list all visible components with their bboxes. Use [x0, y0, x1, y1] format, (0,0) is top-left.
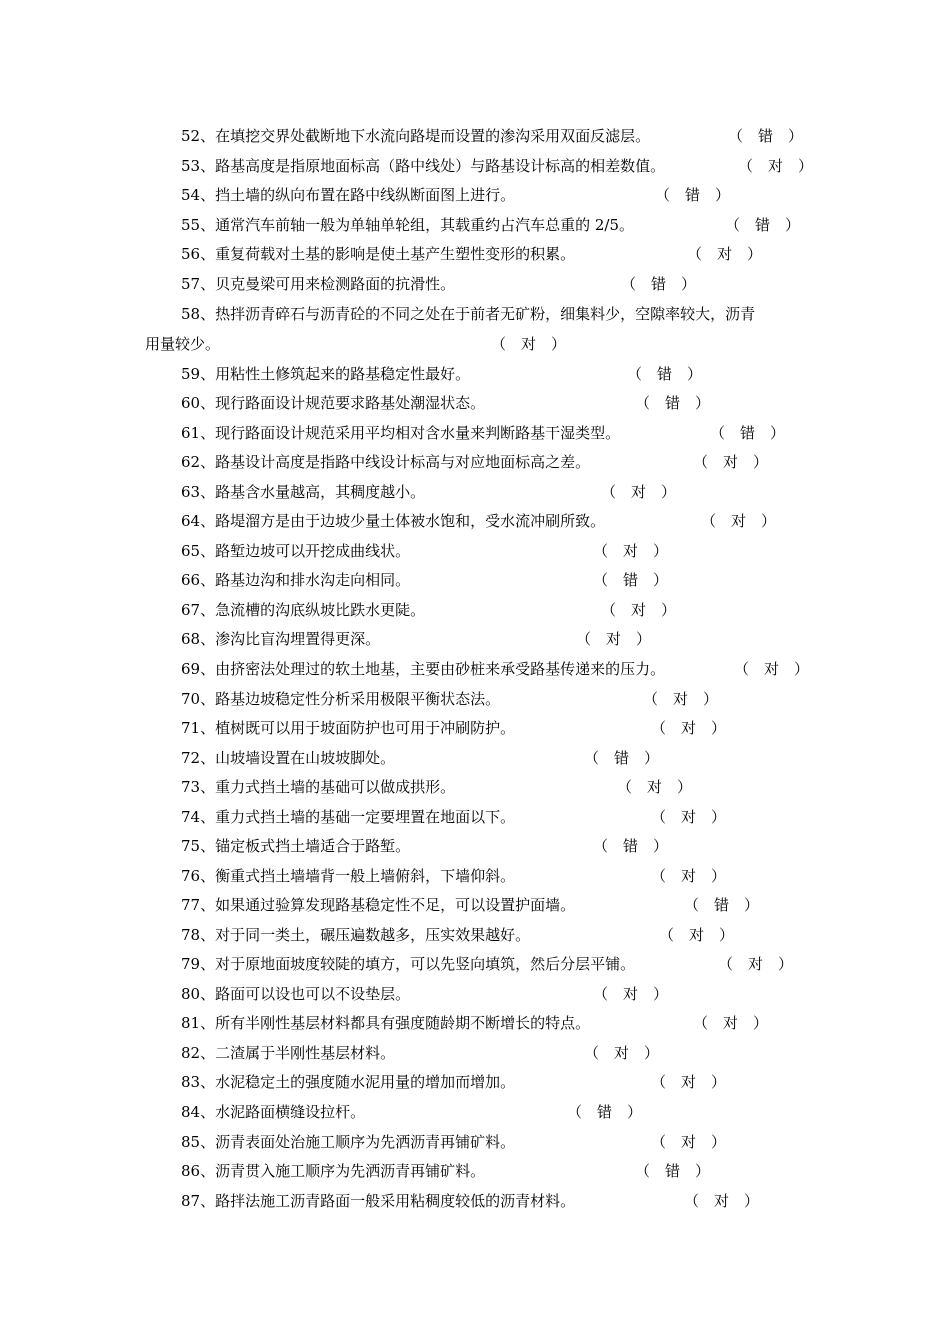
answer: （ 对 ）	[593, 542, 669, 560]
question-56	[181, 244, 763, 264]
answer: （ 对 ）	[693, 453, 769, 471]
question-52	[181, 126, 804, 146]
question-text: 79、对于原地面坡度较陡的填方，可以先竖向填筑，然后分层平铺。	[181, 955, 636, 973]
answer: （ 错 ）	[635, 394, 711, 412]
question-86	[181, 1161, 711, 1181]
question-text: 54、挡土墙的纵向布置在路中线纵断面图上进行。	[181, 186, 516, 204]
question-text: 60、现行路面设计规范要求路基处潮湿状态。	[181, 394, 486, 412]
question-text: 80、路面可以设也可以不设垫层。	[181, 985, 411, 1003]
question-text: 65、路堑边坡可以开挖成曲线状。	[181, 542, 411, 560]
question-text: 52、在填挖交界处截断地下水流向路堤而设置的渗沟采用双面反滤层。	[181, 127, 651, 145]
question-70	[181, 689, 719, 709]
question-64	[181, 511, 777, 531]
question-58-continuation	[145, 334, 567, 354]
question-text: 58、热拌沥青碎石与沥青砼的不同之处在于前者无矿粉，细集料少，空隙率较大，沥青	[181, 305, 756, 323]
question-53	[181, 156, 814, 176]
question-text: 76、衡重式挡土墙墙背一般上墙俯斜，下墙仰斜。	[181, 867, 516, 885]
question-74	[181, 807, 727, 827]
question-text: 68、渗沟比盲沟埋置得更深。	[181, 630, 381, 648]
answer: （ 错 ）	[725, 216, 801, 234]
question-61	[181, 423, 786, 443]
question-54	[181, 185, 731, 205]
question-text: 78、对于同一类土，碾压遍数越多，压实效果越好。	[181, 926, 531, 944]
answer: （ 对 ）	[701, 512, 777, 530]
question-68	[181, 629, 652, 649]
answer: （ 错 ）	[621, 275, 697, 293]
question-69	[181, 659, 810, 679]
question-text: 61、现行路面设计规范采用平均相对含水量来判断路基干湿类型。	[181, 424, 621, 442]
question-63	[181, 482, 677, 502]
question-text: 82、二渣属于半刚性基层材料。	[181, 1044, 396, 1062]
question-60	[181, 393, 711, 413]
answer: （ 对 ）	[687, 245, 763, 263]
answer: （ 对 ）	[643, 690, 719, 708]
answer: （ 错 ）	[655, 186, 731, 204]
question-67	[181, 600, 677, 620]
question-text: 62、路基设计高度是指路中线设计标高与对应地面标高之差。	[181, 453, 591, 471]
question-82	[181, 1043, 660, 1063]
question-text: 70、路基边坡稳定性分析采用极限平衡状态法。	[181, 690, 501, 708]
question-59	[181, 364, 703, 384]
answer: （ 对 ）	[601, 483, 677, 501]
question-text: 72、山坡墙设置在山坡坡脚处。	[181, 749, 396, 767]
question-75	[181, 836, 669, 856]
question-65	[181, 541, 669, 561]
question-text: 86、沥青贯入施工顺序为先洒沥青再铺矿料。	[181, 1162, 486, 1180]
question-text: 85、沥青表面处治施工顺序为先洒沥青再铺矿料。	[181, 1133, 516, 1151]
question-text: 73、重力式挡土墙的基础可以做成拱形。	[181, 778, 456, 796]
answer: （ 错 ）	[593, 571, 669, 589]
answer: （ 对 ）	[651, 867, 727, 885]
answer: （ 错 ）	[710, 424, 786, 442]
answer: （ 错 ）	[584, 749, 660, 767]
question-text: 74、重力式挡土墙的基础一定要埋置在地面以下。	[181, 808, 516, 826]
answer: （ 错 ）	[635, 1162, 711, 1180]
answer: （ 对 ）	[617, 778, 693, 796]
answer: （ 对 ）	[651, 808, 727, 826]
question-83	[181, 1072, 727, 1092]
question-text: 66、路基边沟和排水沟走向相同。	[181, 571, 411, 589]
answer: （ 对 ）	[651, 1133, 727, 1151]
answer: （ 对 ）	[576, 630, 652, 648]
question-76	[181, 866, 727, 886]
question-text: 81、所有半刚性基层材料都具有强度随龄期不断增长的特点。	[181, 1014, 591, 1032]
answer: （ 对 ）	[491, 335, 567, 353]
question-text: 59、用粘性土修筑起来的路基稳定性最好。	[181, 365, 471, 383]
question-55	[181, 215, 801, 235]
answer: （ 错 ）	[728, 127, 804, 145]
question-text: 53、路基高度是指原地面标高（路中线处）与路基设计标高的相差数值。	[181, 157, 666, 175]
question-71	[181, 718, 727, 738]
question-text: 87、路拌法施工沥青路面一般采用粘稠度较低的沥青材料。	[181, 1192, 576, 1210]
question-73	[181, 777, 693, 797]
answer: （ 错 ）	[593, 837, 669, 855]
answer: （ 对 ）	[651, 1073, 727, 1091]
answer: （ 对 ）	[693, 1014, 769, 1032]
question-text: 67、急流槽的沟底纵坡比跌水更陡。	[181, 601, 426, 619]
question-81	[181, 1013, 769, 1033]
question-58	[181, 304, 755, 324]
answer: （ 对 ）	[601, 601, 677, 619]
question-62	[181, 452, 769, 472]
answer: （ 对 ）	[593, 985, 669, 1003]
question-text: 57、贝克曼梁可用来检测路面的抗滑性。	[181, 275, 456, 293]
answer: （ 错 ）	[627, 365, 703, 383]
question-57	[181, 274, 697, 294]
question-80	[181, 984, 669, 1004]
answer: （ 对 ）	[659, 926, 735, 944]
question-text: 63、路基含水量越高，其稠度越小。	[181, 483, 426, 501]
answer: （ 对 ）	[718, 955, 794, 973]
question-text: 56、重复荷载对土基的影响是使土基产生塑性变形的积累。	[181, 245, 576, 263]
question-84	[181, 1102, 643, 1122]
answer: （ 对 ）	[684, 1192, 760, 1210]
question-text: 84、水泥路面横缝设拉杆。	[181, 1103, 366, 1121]
question-85	[181, 1132, 727, 1152]
question-text: 77、如果通过验算发现路基稳定性不足，可以设置护面墙。	[181, 896, 576, 914]
answer: （ 错 ）	[684, 896, 760, 914]
answer: （ 对 ）	[584, 1044, 660, 1062]
question-text: 75、锚定板式挡土墙适合于路堑。	[181, 837, 411, 855]
question-text: 83、水泥稳定土的强度随水泥用量的增加而增加。	[181, 1073, 516, 1091]
question-66	[181, 570, 669, 590]
question-79	[181, 954, 794, 974]
question-72	[181, 748, 660, 768]
answer: （ 对 ）	[734, 660, 810, 678]
question-77	[181, 895, 760, 915]
question-78	[181, 925, 735, 945]
question-text: 69、由挤密法处理过的软土地基，主要由砂桩来承受路基传递来的压力。	[181, 660, 666, 678]
question-text: 64、路堤溜方是由于边坡少量土体被水饱和，受水流冲刷所致。	[181, 512, 606, 530]
question-87	[181, 1191, 760, 1211]
question-text: 用量较少。	[145, 335, 221, 353]
answer: （ 对 ）	[651, 719, 727, 737]
answer: （ 错 ）	[567, 1103, 643, 1121]
question-text: 55、通常汽车前轴一般为单轴单轮组，其载重约占汽车总重的 2/5。	[181, 216, 634, 234]
answer: （ 对 ）	[738, 157, 814, 175]
question-text: 71、植树既可以用于坡面防护也可用于冲刷防护。	[181, 719, 516, 737]
